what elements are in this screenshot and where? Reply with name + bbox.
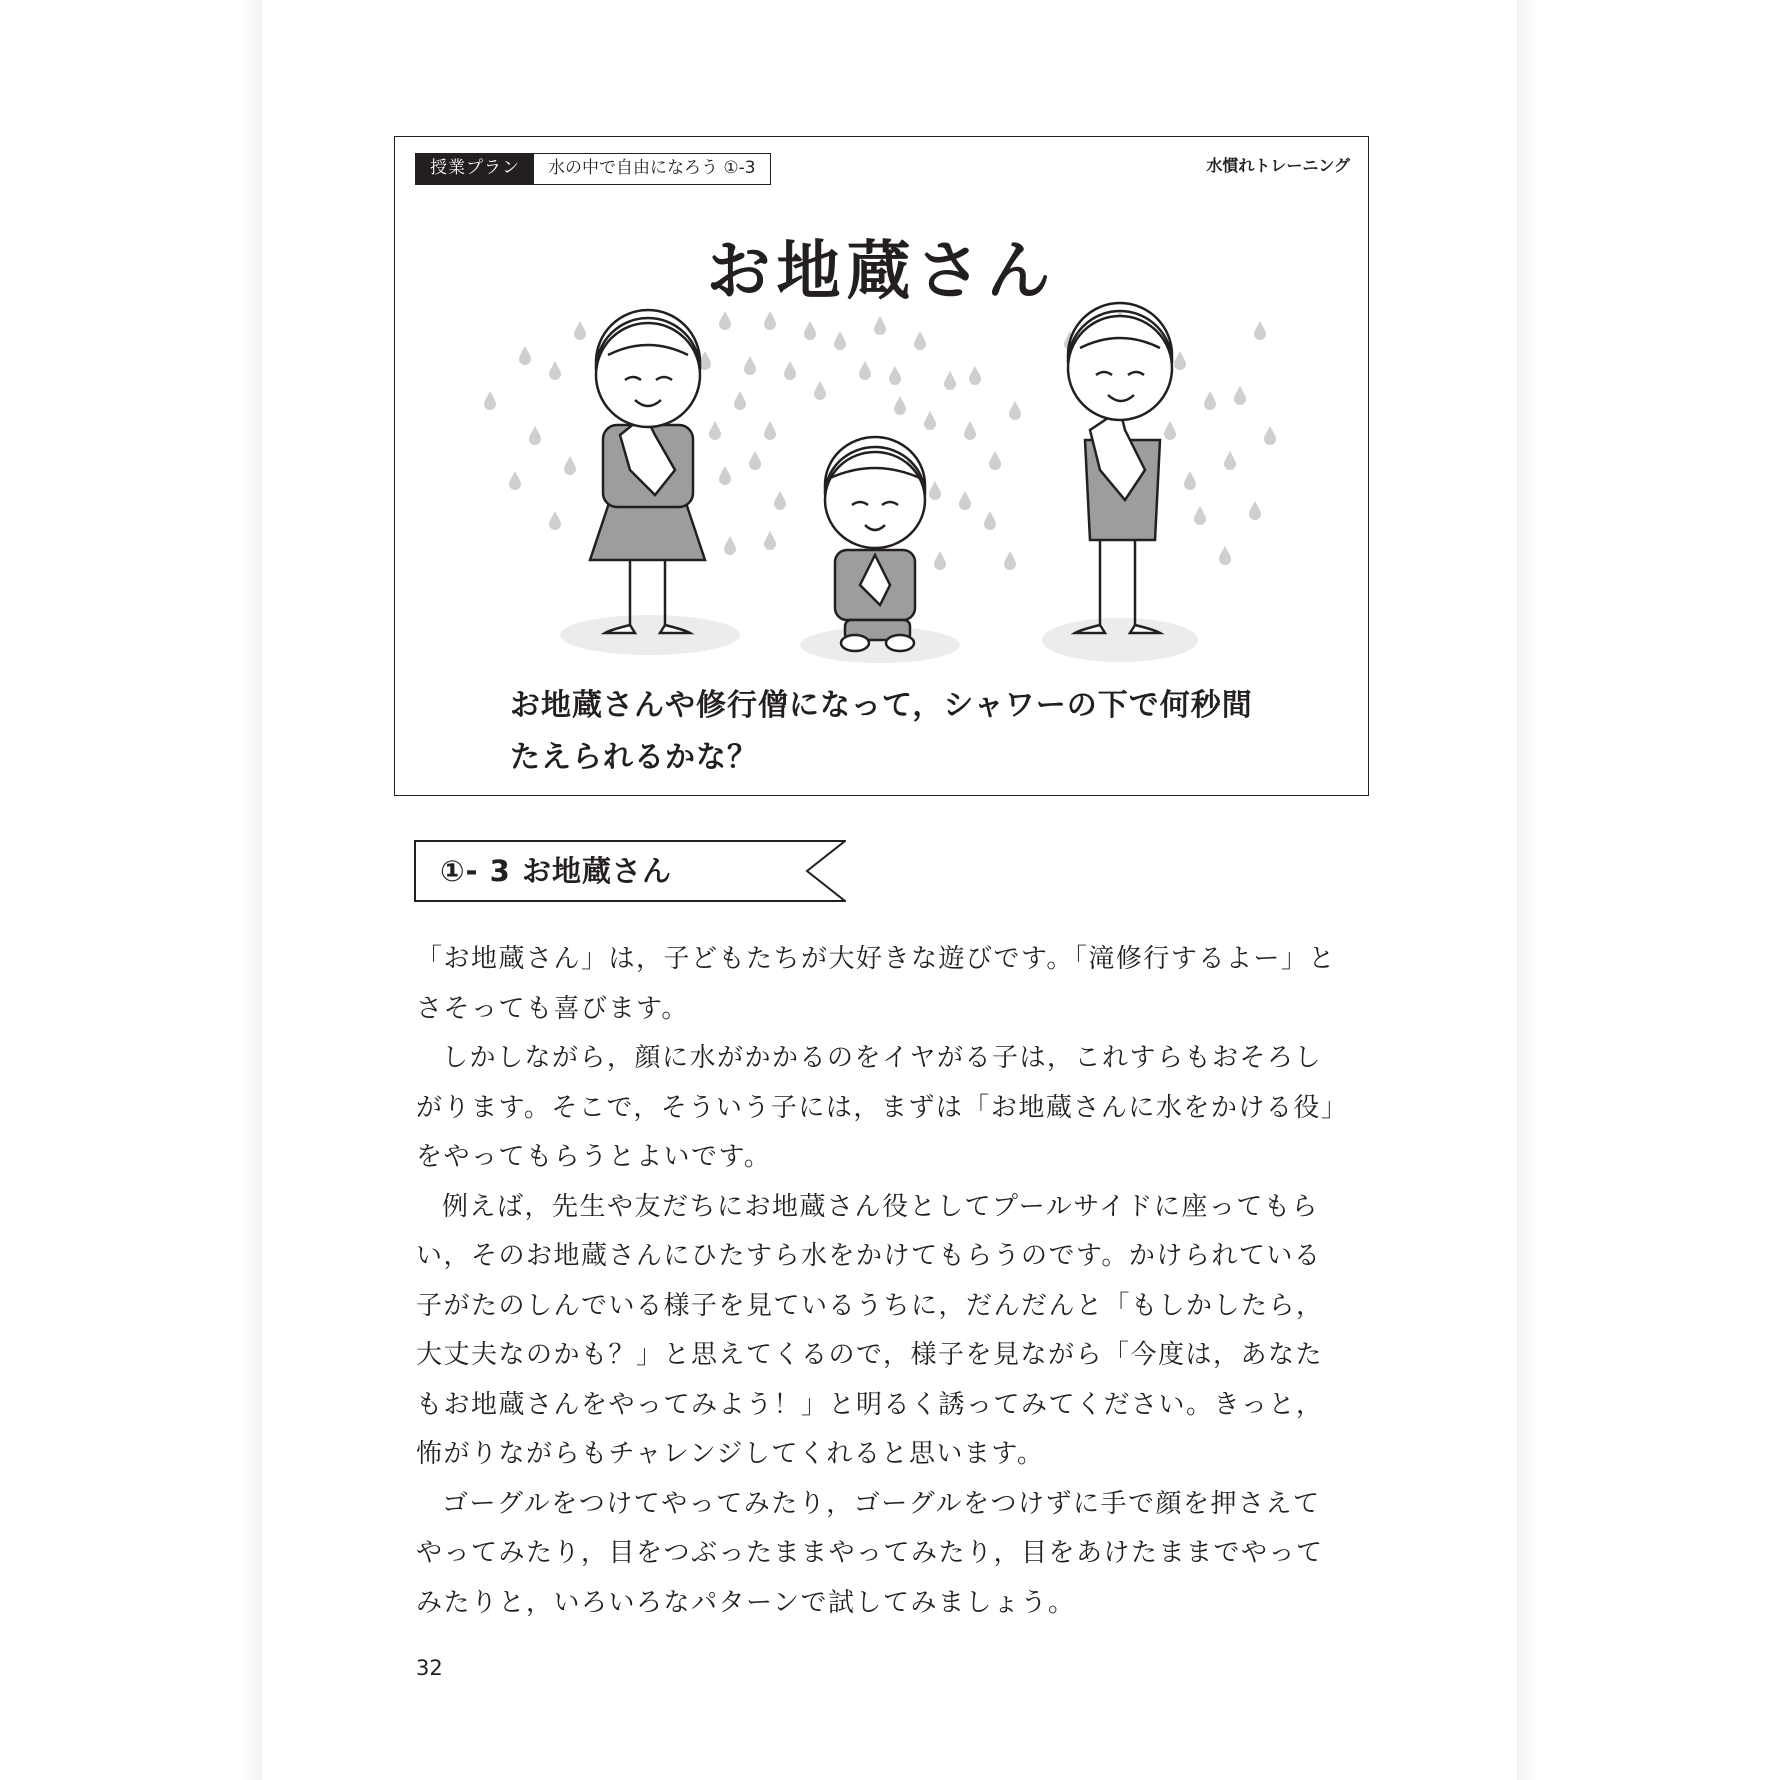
- page-shadow-right: [1517, 0, 1539, 1780]
- category-label: 水慣れトレーニング: [1206, 156, 1350, 175]
- body-paragraph-1: 「お地蔵さん」は，子どもたちが大好きな遊びです。「滝修行するよー」とさそっても喜びます。: [416, 944, 1336, 1024]
- child-center: [825, 437, 925, 651]
- lesson-plan-label: 授業プラン: [416, 154, 534, 184]
- page-title: お地蔵さん: [706, 235, 1057, 309]
- body-paragraph-3: 例えば，先生や友だちにお地蔵さん役としてプールサイドに座ってもらい，そのお地蔵さんにひたすら水をかけてもらうのです。かけられている子がたのしんでいる様子を見ているうちに，だんだんと「もしかしたら，大丈夫なのかも？」と思えてくるので，様子を見ながら「今度は，あなたもお地蔵さんをやってみよう！」と明るく誘ってみてください。きっと，怖がりながらもチャレンジしてくれると思います。: [416, 1191, 1324, 1469]
- body-paragraph-4: ゴーグルをつけてやってみたり，ゴーグルをつけずに手で顔を押さえてやってみたり，目をつぶったままやってみたり，目をあけたままでやってみたりと，いろいろなパターンで試してみましょう。: [416, 1488, 1324, 1618]
- lesson-plan-tag: [415, 153, 771, 185]
- body-paragraph-2: しかしながら，顔に水がかかるのをイヤがる子は，これすらもおそろしがります。そこで，そういう子には，まずは「お地蔵さんに水をかける役」をやってもらうとよいです。: [416, 1043, 1336, 1172]
- lead-line-2: たえられるかな？: [510, 740, 758, 775]
- three-children-praying-under-shower-icon: [470, 300, 1290, 670]
- lead-line-1: お地蔵さんや修行僧になって，シャワーの下で何秒間: [510, 688, 1253, 723]
- child-right: [1068, 303, 1172, 633]
- lead-question: [510, 680, 1330, 784]
- section-heading: ①- 3 お地蔵さん: [440, 854, 672, 888]
- shadow-left: [560, 615, 740, 655]
- shadow-right: [1042, 618, 1198, 662]
- lesson-plan-unit: 水の中で自由になろう ①-3: [534, 154, 770, 184]
- page-number: 32: [416, 1656, 443, 1680]
- body-text: [416, 935, 1346, 1628]
- page-shadow-left: [240, 0, 262, 1780]
- child-left: [590, 310, 705, 633]
